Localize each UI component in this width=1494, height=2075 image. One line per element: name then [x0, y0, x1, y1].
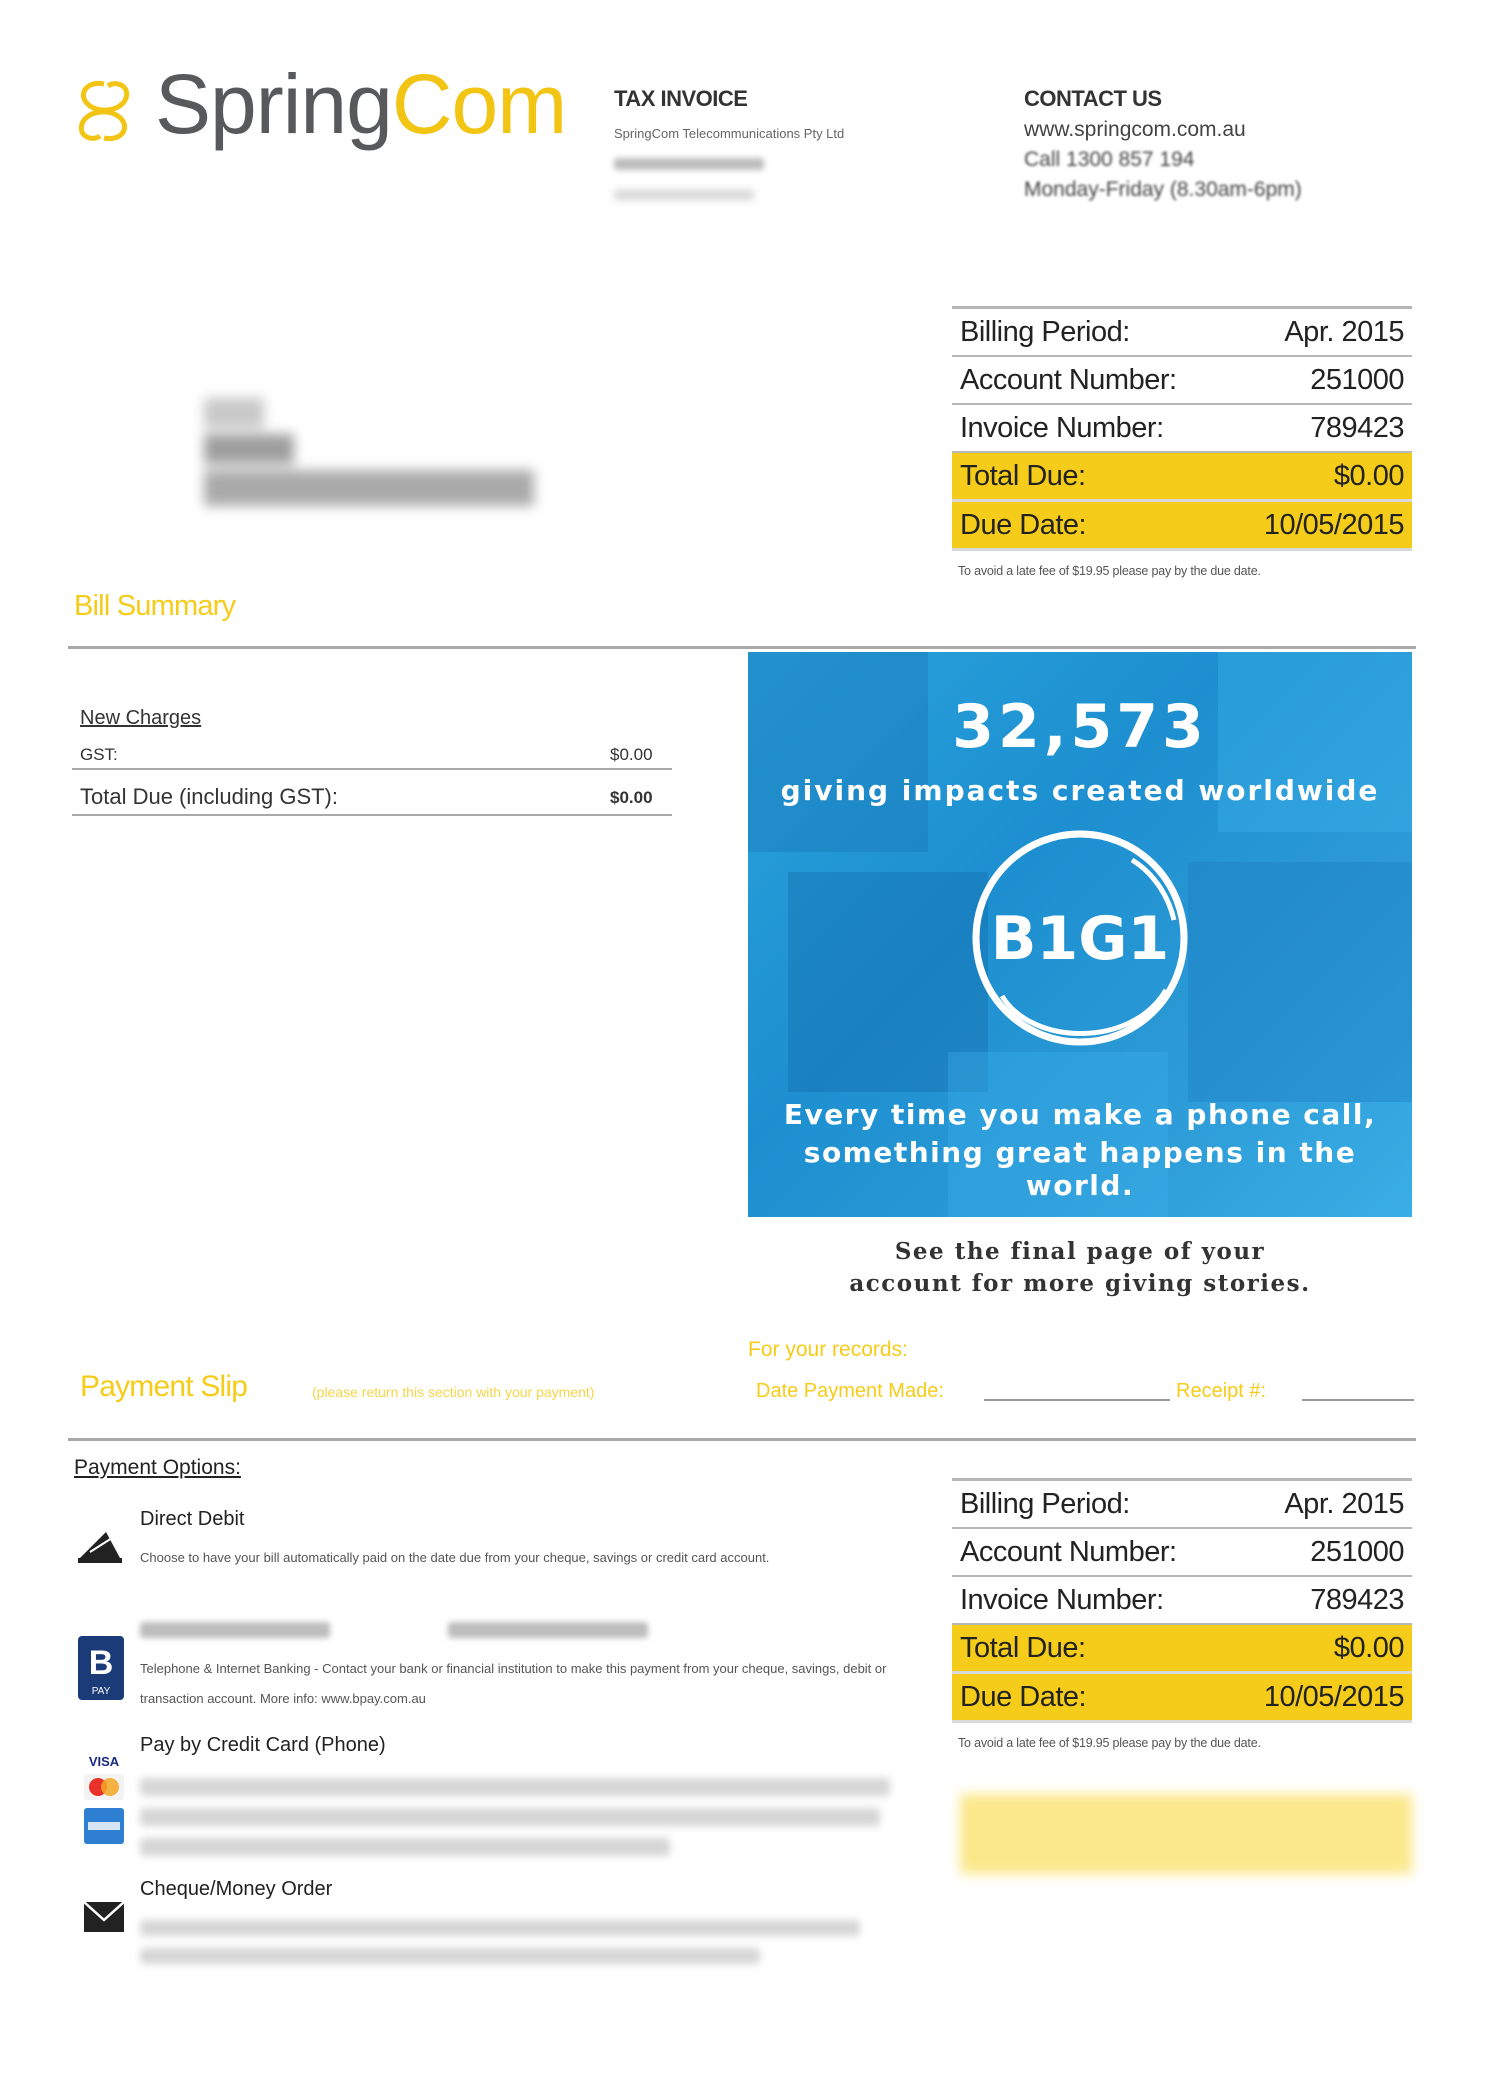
row-label: Billing Period: [952, 308, 1227, 357]
redacted-abn [614, 158, 764, 170]
contact-phone: Call 1300 857 194 [1024, 148, 1195, 171]
late-fee-note: To avoid a late fee of $19.95 please pay by the due date. [958, 1736, 1261, 1750]
section-divider [68, 646, 1416, 649]
row-value: 10/05/2015 [1227, 1673, 1412, 1722]
row-value: 789423 [1227, 1576, 1412, 1624]
credit-card-title: Pay by Credit Card (Phone) [140, 1734, 386, 1756]
receipt-number-label: Receipt #: [1176, 1380, 1267, 1402]
account-summary-table [952, 306, 1412, 551]
redacted-customer-address [204, 398, 544, 518]
billing-period-row [952, 1480, 1412, 1529]
b1g1-promo-banner[interactable] [748, 652, 1412, 1217]
giving-impacts-count: 32,573 [952, 692, 1208, 762]
row-label: Invoice Number: [952, 404, 1227, 452]
credit-cards-icon [82, 1752, 126, 1848]
direct-debit-icon [76, 1522, 124, 1570]
row-label: Invoice Number: [952, 1576, 1227, 1624]
svg-text:PAY: PAY [91, 1686, 111, 1697]
row-value: Apr. 2015 [1227, 308, 1412, 357]
late-fee-note: To avoid a late fee of $19.95 please pay by the due date. [958, 564, 1261, 578]
redacted-credit-card-line [140, 1808, 880, 1826]
date-payment-made-label: Date Payment Made: [756, 1380, 944, 1402]
redacted-credit-card-line [140, 1778, 890, 1796]
account-number-row [952, 1528, 1412, 1576]
new-charges-label: New Charges [80, 707, 202, 729]
receipt-number-field[interactable] [1302, 1399, 1414, 1401]
for-your-records-label: For your records: [748, 1338, 908, 1361]
direct-debit-title: Direct Debit [140, 1508, 245, 1530]
total-due-row [952, 452, 1412, 501]
account-number-row [952, 356, 1412, 404]
row-value: $0.00 [1227, 452, 1412, 501]
row-label: Account Number: [952, 356, 1227, 404]
cheque-money-order-title: Cheque/Money Order [140, 1878, 333, 1900]
row-value: Apr. 2015 [1227, 1480, 1412, 1529]
b1g1-badge-text: B1G1 [990, 904, 1170, 974]
slip-summary-table [952, 1478, 1412, 1723]
invoice-number-row [952, 404, 1412, 452]
redacted-credit-card-line [140, 1838, 670, 1856]
gst-label: GST: [80, 745, 118, 764]
contact-hours: Monday-Friday (8.30am-6pm) [1024, 178, 1302, 201]
return-section-hint: (please return this section with your payment) [312, 1384, 595, 1400]
bpay-icon [78, 1636, 124, 1700]
direct-debit-description: Choose to have your bill automatically paid on the date due from your cheque, savings or credit card account. [140, 1550, 770, 1565]
contact-website[interactable]: www.springcom.com.au [1024, 118, 1246, 141]
summary-divider [72, 814, 672, 816]
row-value: $0.00 [1227, 1624, 1412, 1673]
row-label: Account Number: [952, 1528, 1227, 1576]
due-date-row [952, 501, 1412, 550]
tax-invoice-title: TAX INVOICE [614, 86, 748, 111]
total-due-gst-value: $0.00 [610, 788, 653, 807]
row-label: Total Due: [952, 1624, 1227, 1673]
redacted-address [614, 190, 754, 200]
promo-tagline-line2: something great happens in the world. [803, 1136, 1357, 1202]
redacted-amount-paid-box [960, 1794, 1412, 1874]
envelope-icon [80, 1892, 128, 1940]
redacted-biller-code [140, 1622, 330, 1638]
row-value: 251000 [1227, 1528, 1412, 1576]
company-name: SpringCom Telecommunications Pty Ltd [614, 126, 845, 141]
bpay-description: Telephone & Internet Banking - Contact your bank or financial institution to make this payment from your cheque, savings, debit or transaction account. More info: www.bpay.com.au [140, 1661, 887, 1706]
summary-divider [72, 768, 672, 770]
section-divider [68, 1438, 1416, 1441]
total-due-row [952, 1624, 1412, 1673]
row-label: Due Date: [952, 1673, 1227, 1722]
gst-value: $0.00 [610, 745, 653, 764]
date-payment-made-field[interactable] [984, 1399, 1170, 1401]
row-value: 789423 [1227, 404, 1412, 452]
redacted-reference [448, 1622, 648, 1638]
promo-caption-line1: See the final page of your [894, 1238, 1266, 1265]
row-label: Billing Period: [952, 1480, 1227, 1529]
invoice-number-row [952, 1576, 1412, 1624]
payment-slip-title: Payment Slip [80, 1370, 248, 1403]
redacted-cheque-line [140, 1948, 760, 1964]
row-label: Total Due: [952, 452, 1227, 501]
row-value: 251000 [1227, 356, 1412, 404]
promo-tagline-line1: Every time you make a phone call, [783, 1098, 1377, 1131]
brand-logo [155, 57, 567, 151]
row-label: Due Date: [952, 501, 1227, 550]
row-value: 10/05/2015 [1227, 501, 1412, 550]
brand-logo-com: Com [391, 57, 567, 151]
bill-summary-title: Bill Summary [74, 590, 236, 622]
brand-logo-spring: Spring [155, 57, 392, 151]
contact-us-title: CONTACT US [1024, 86, 1162, 111]
payment-options-title: Payment Options: [74, 1456, 241, 1479]
giving-impacts-subtitle: giving impacts created worldwide [780, 774, 1380, 807]
promo-caption-line2: account for more giving stories. [849, 1270, 1311, 1297]
svg-text:VISA: VISA [88, 1754, 120, 1769]
total-due-gst-label: Total Due (including GST): [80, 784, 338, 809]
photo-tile [1188, 862, 1412, 1102]
billing-period-row [952, 308, 1412, 357]
redacted-cheque-line [140, 1920, 860, 1936]
due-date-row [952, 1673, 1412, 1722]
svg-text:B: B [88, 1644, 114, 1682]
springcom-logo-icon [68, 76, 140, 146]
